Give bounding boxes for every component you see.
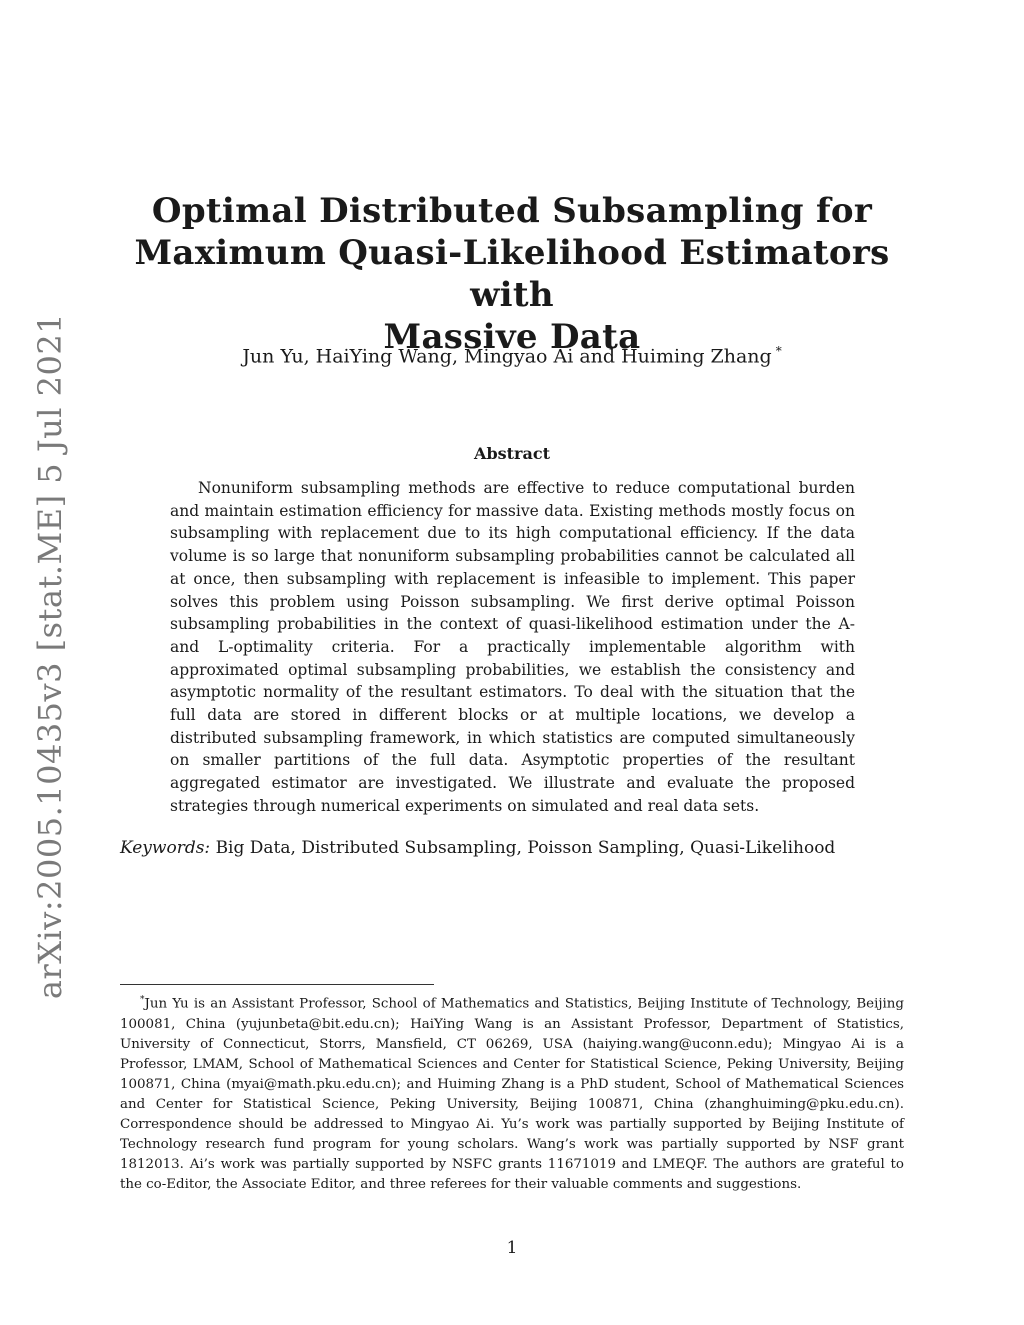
paper-title (120, 190, 904, 358)
title-line-2: Maximum Quasi-Likelihood Estimators with (134, 233, 890, 315)
author-footnote (120, 990, 904, 1195)
abstract-heading: Abstract (474, 444, 550, 463)
keywords-label: Keywords: (120, 838, 211, 858)
keywords-text: Big Data, Distributed Subsampling, Poisson Sampling, Quasi-Likelihood (215, 838, 836, 858)
footnote-mark: * (140, 995, 145, 1005)
author-list (120, 344, 904, 367)
title-line-1: Optimal Distributed Subsampling for (151, 191, 873, 231)
page-number: 1 (506, 1238, 518, 1258)
footnote-text: Jun Yu is an Assistant Professor, School of Mathematics and Statistics, Beijing Institute of Technology, Beijing 100081, China (yujunbeta@bit.edu.cn); HaiYing Wang is an Assistant Professor, Department of Statistics, University of Connecticut, Storrs, Mansfield, CT 06269, USA (haiying.wang@uconn.edu); Mingyao Ai is a Professor, LMAM, School of Mathematical Sciences and Center for Statistical Science, Peking University, Beijing 100871, China (myai@math.pku.edu.cn); and Huiming Zhang is a PhD student, School of Mathematical Sciences and Center for Statistical Science, Peking University, Beijing 100871, China (zhanghuiming@pku.edu.cn). Correspondence should be addressed to Mingyao Ai. Yu’s work was partially supported by Beijing Institute of Technology research fund program for young scholars. Wang’s work was partially supported by NSF grant 1812013. Ai’s work was partially supported by NSFC grants 11671019 and LMEQF. The authors are grateful to the co-Editor, the Associate Editor, and three referees for their valuable comments and suggestions. (120, 996, 904, 1193)
author-footnote-mark: * (775, 344, 782, 358)
title-line-3: Massive Data (383, 317, 641, 357)
keywords (120, 838, 904, 858)
author-names: Jun Yu, HaiYing Wang, Mingyao Ai and Huiming Zhang (242, 345, 772, 368)
abstract-body: Nonuniform subsampling methods are effective to reduce computational burden and maintain estimation efficiency for massive data. Existing methods mostly focus on subsampling with replacement due to its high computational efficiency. If the data volume is so large that nonuniform subsampling probabilities cannot be calculated all at once, then subsampling with replacement is infeasible to implement. This paper solves this problem using Poisson subsampling. We first derive optimal Poisson subsampling probabilities in the context of quasi-likelihood estimation under the A- and L-optimality criteria. For a practically implementable algorithm with approximated optimal subsampling probabilities, we establish the consistency and asymptotic normality of the resultant estimators. To deal with the situation that the full data are stored in different blocks or at multiple locations, we develop a distributed subsampling framework, in which statistics are computed simultaneously on smaller partitions of the full data. Asymptotic properties of the resultant aggregated estimator are investigated. We illustrate and evaluate the proposed strategies through numerical experiments on simulated and real data sets. (170, 479, 855, 815)
footnote-divider (120, 984, 434, 985)
arxiv-identifier: arXiv:2005.10435v3 [stat.ME] 5 Jul 2021 (31, 312, 69, 1000)
